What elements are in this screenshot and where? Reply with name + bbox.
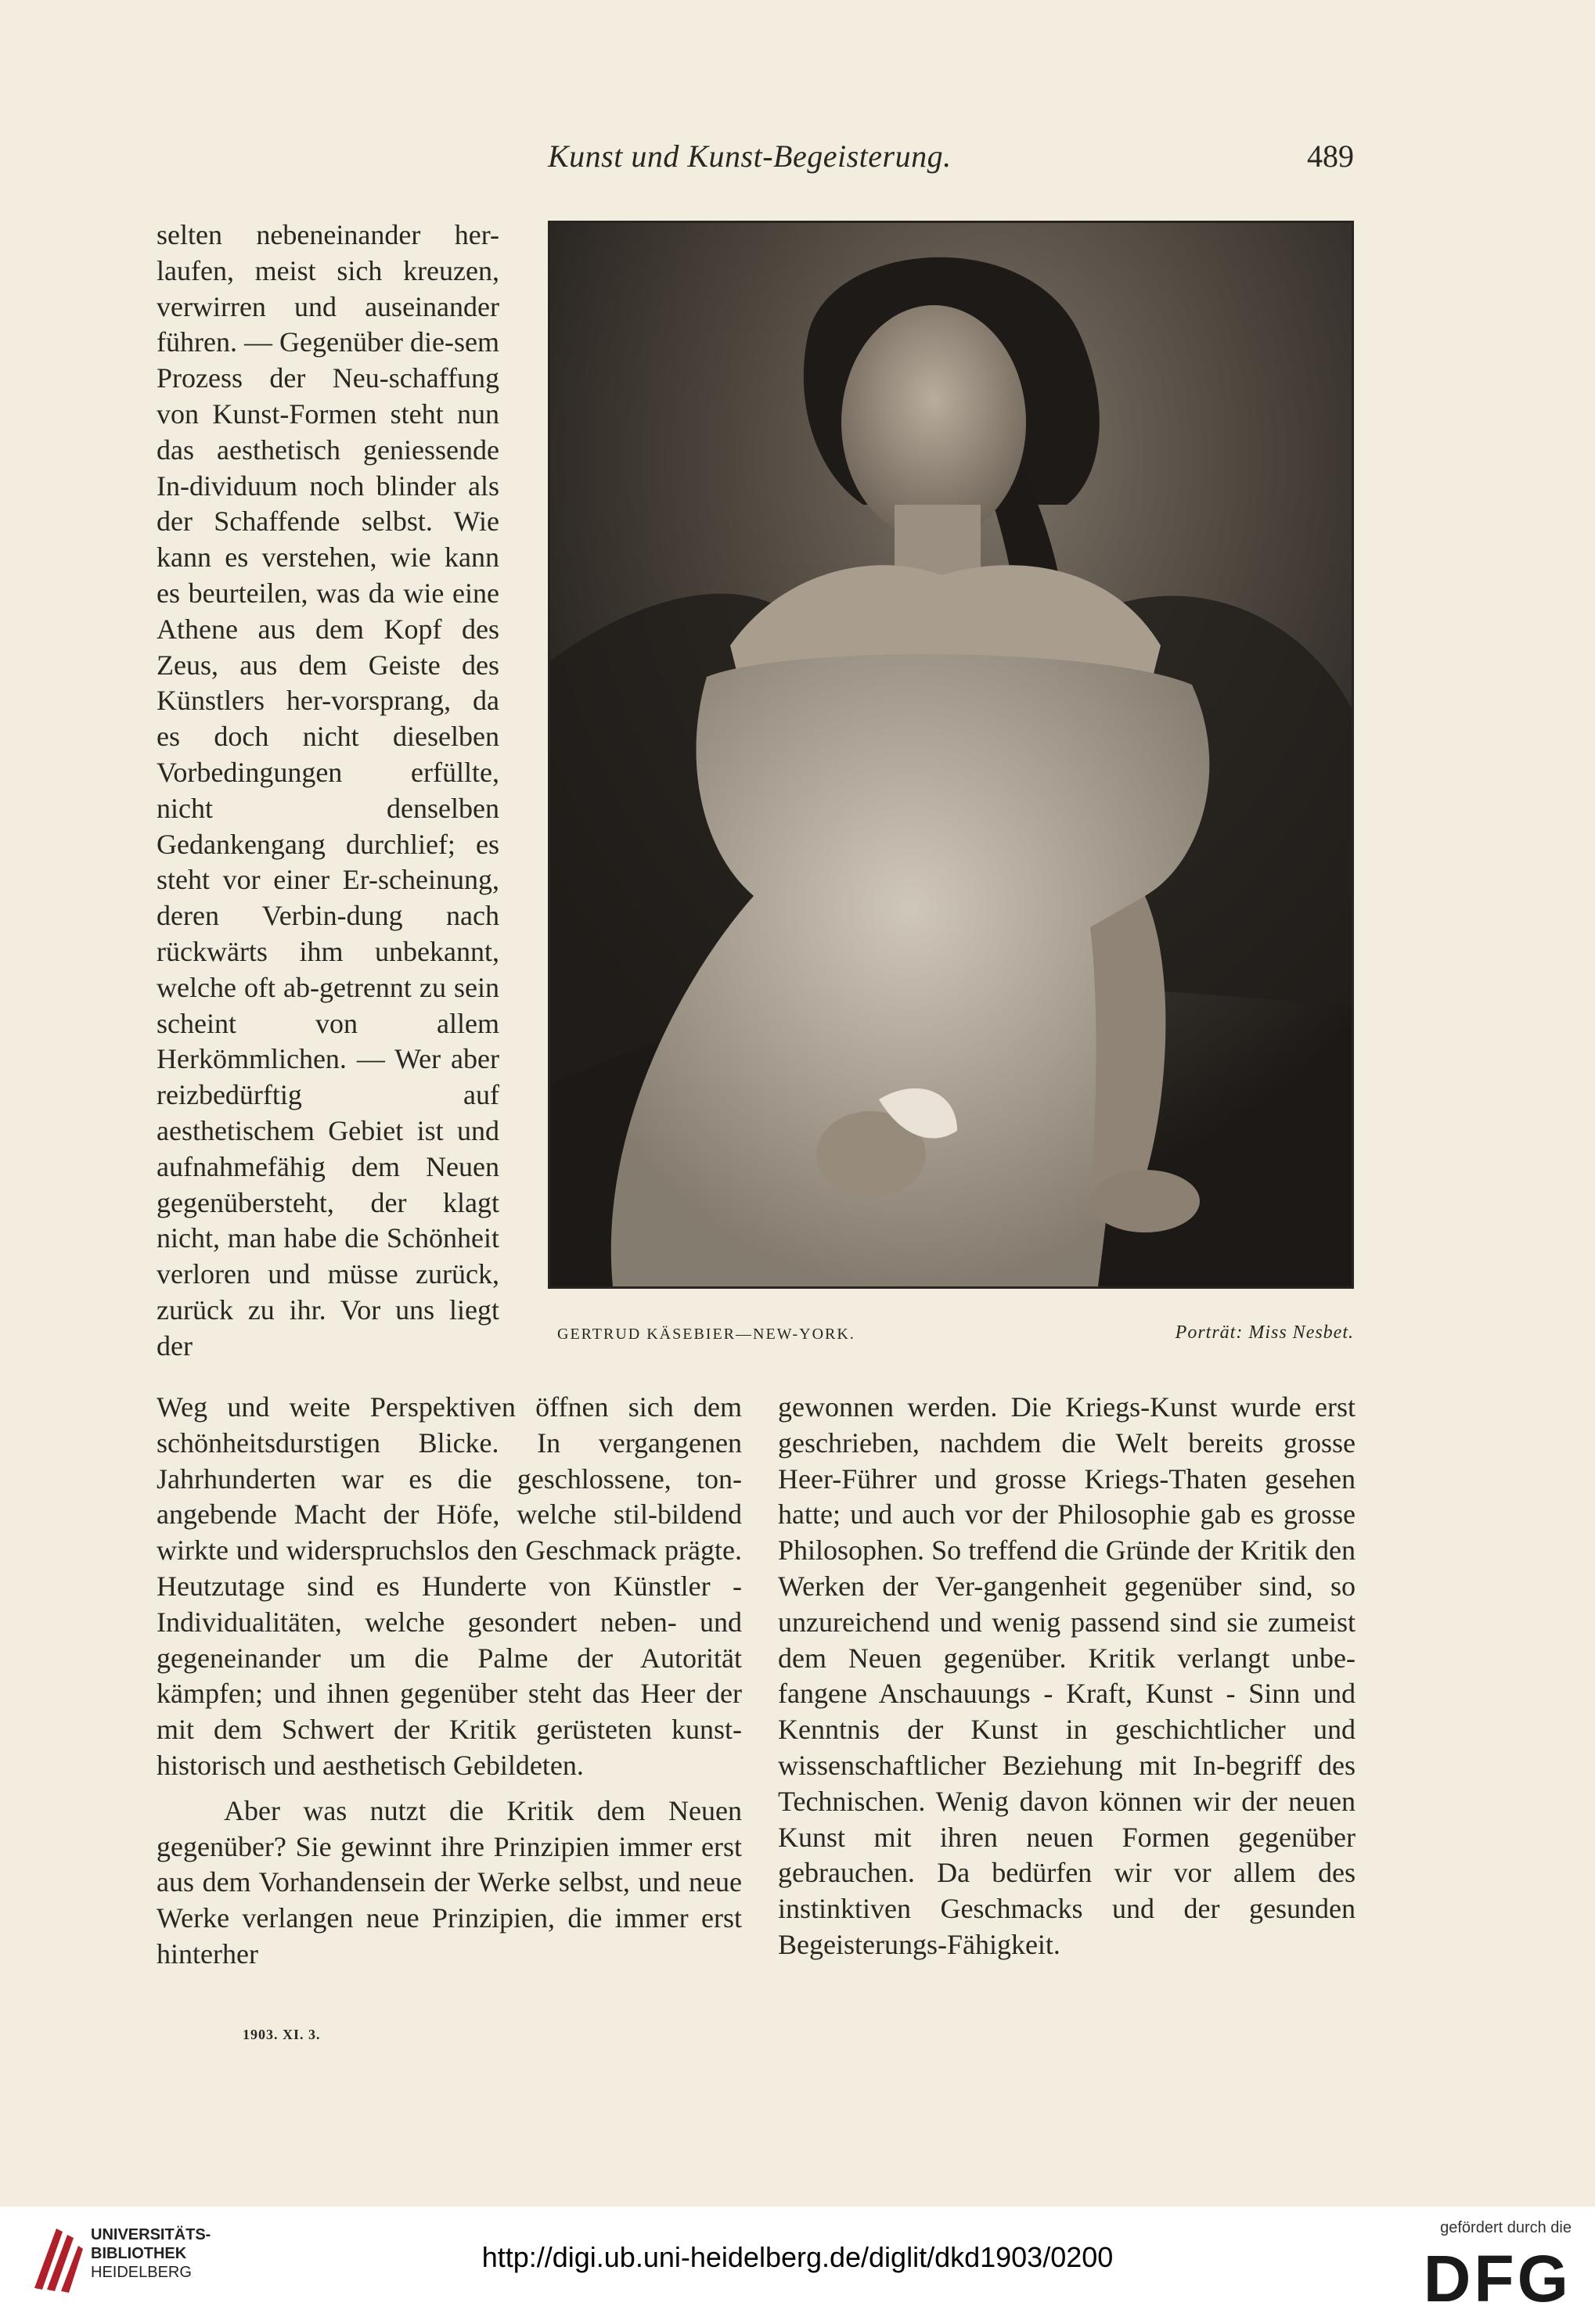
left-paragraph-2: Aber was nutzt die Kritik dem Neuen gegenüber? Sie gewinnt ihre Prinzipien immer erst aus dem Vorhandensein der Werke selbst, und neue Werke verlangen neue Prinzipien, die immer erst hinterher	[157, 1794, 742, 1970]
narrow-column-text: selten nebeneinander her-laufen, meist sich kreuzen, verwirren und auseinander führen. — Gegenüber die-sem Prozess der Neu-schaffung von Kunst-Formen steht nun das aesthetisch geniessende In-dividuum noch blinder als der Schaffende selbst. Wie kann es verstehen, wie kann es beurteilen, was da wie eine Athene aus dem Kopf des Zeus, aus dem Geiste des Künstlers her-vorsprang, da es doch nicht dieselben Vorbedingungen erfüllte, nicht denselben Gedankengang durchlief; es steht vor einer Er-scheinung, deren Verbin-dung nach rückwärts ihm unbekannt, welche oft ab-getrennt zu sein scheint von allem Herkömmlichen. — Wer aber reizbedürftig auf aesthetischem Gebiet ist und aufnahmefähig dem Neuen gegenübersteht, der klagt nicht, man habe die Schönheit verloren und müsse zurück, zurück zu ihr. Vor uns liegt der	[157, 219, 499, 1362]
footer-bar	[0, 2207, 1595, 2324]
left-paragraph-1: Weg und weite Perspektiven öffnen sich dem schönheitsdurstigen Blicke. In vergangenen Jahrhunderten war es die geschlossene, ton-angebende Macht der Höfe, welche stil-bildend wirkte und widerspruchslos den Geschmack prägte. Heutzutage sind es Hunderte von Künstler - Individualitäten, welche gesondert neben- und gegeneinander um die Palme der Autorität kämpfen; und ihnen gegenüber steht das Heer der mit dem Schwert der Kritik gerüsteten kunst-historisch und aesthetisch Gebildeten.	[157, 1391, 742, 1781]
photo-caption: Porträt: Miss Nesbet.	[1175, 1322, 1354, 1343]
running-title: Kunst und Kunst-Begeisterung.	[548, 139, 952, 174]
ub-line-2: BIBLIOTHEK	[91, 2245, 187, 2262]
portrait-image	[550, 223, 1352, 1286]
ub-line-3: HEIDELBERG	[91, 2264, 192, 2281]
permalink-url[interactable]: http://digi.ub.uni-heidelberg.de/diglit/dkd1903/0200	[481, 2241, 1114, 2273]
sponsor-label: gefördert durch die	[1440, 2219, 1572, 2236]
ub-line-1: UNIVERSITÄTS-	[91, 2226, 211, 2243]
portrait-photograph	[548, 221, 1354, 1289]
page-number: 489	[1307, 139, 1354, 174]
narrow-text-column	[157, 218, 499, 1365]
left-text-column	[157, 1390, 742, 1973]
dfg-logo: DFG	[1423, 2242, 1572, 2315]
signature-mark: 1903. XI. 3.	[243, 2027, 321, 2042]
right-paragraph: gewonnen werden. Die Kriegs-Kunst wurde erst geschrieben, nachdem die Welt bereits grosse Heer-Führer und grosse Kriegs-Thaten gesehen hatte; und auch vor der Philosophie gab es grosse Philosophen. So treffend die Gründe der Kritik den Werken der Ver-gangenheit gegenüber sind, so unzureichend und wenig passend sind sie zumeist dem Neuen gegenüber. Kritik verlangt unbe-fangene Anschauungs - Kraft, Kunst - Sinn und Kenntnis der Kunst in geschichtlicher und wissenschaftlicher Beziehung mit In-begriff des Technischen. Wenig davon können wir der neuen Kunst mit ihren neuen Formen gegenüber gebrauchen. Da bedürfen wir vor allem des instinktiven Geschmacks und der gesunden Begeisterungs-Fähigkeit.	[778, 1391, 1356, 1960]
photo-credit: GERTRUD KÄSEBIER—NEW-YORK.	[557, 1326, 855, 1343]
right-text-column	[778, 1390, 1356, 1963]
